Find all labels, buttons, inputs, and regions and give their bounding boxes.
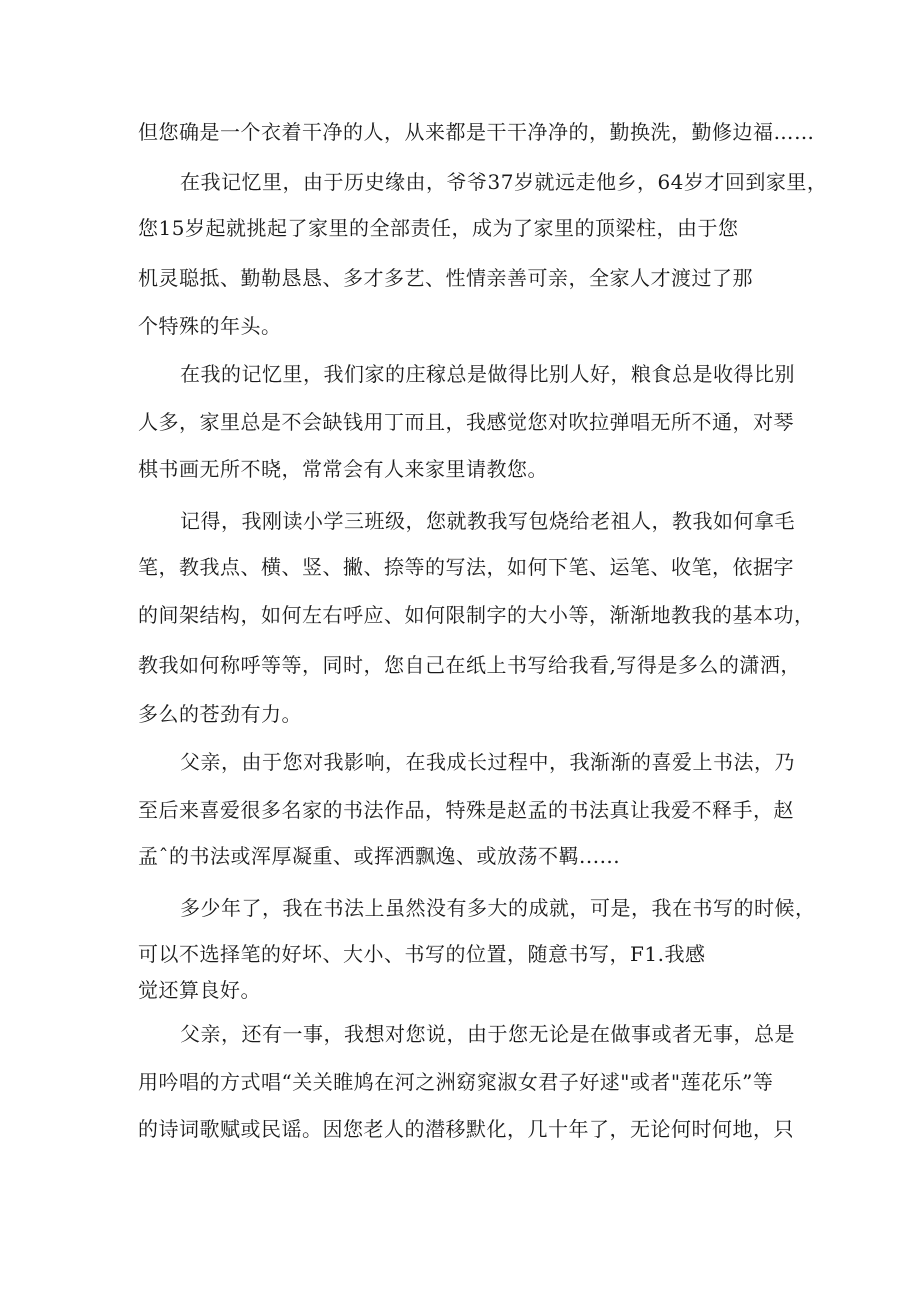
text-line: 个特殊的年头。 — [138, 314, 282, 338]
paragraph-start-line: 在我记忆里，由于历史缘由，爷爷37岁就远走他乡，64岁才回到家里， — [180, 170, 828, 194]
text-line: 至后来喜爱很多名家的书法作品，特殊是赵孟的书法真让我爱不释手，赵 — [138, 798, 794, 822]
text-line: 多么的苍劲有力。 — [138, 702, 302, 726]
text-line: 机灵聪抵、勤勒恳恳、多才多艺、性情亲善可亲，全家人才渡过了那 — [138, 266, 753, 290]
text-line: 的诗词歌赋或民谣。因您老人的潜移默化，几十年了，无论何时何地，只 — [138, 1117, 794, 1141]
paragraph-start-line: 记得，我刚读小学三班级，您就教我写包烧给老祖人，教我如何拿毛 — [180, 509, 795, 533]
text-line: 您15岁起就挑起了家里的全部责任，成为了家里的顶梁柱，由于您 — [138, 216, 739, 240]
text-line: 用吟唱的方式唱“关关睢鸠在河之洲窈窕淑女君子好逑"或者"莲花乐”等 — [138, 1070, 774, 1094]
text-line: 觉还算良好。 — [138, 978, 261, 1002]
text-line: 可以不选择笔的好坏、大小、书写的位置，随意书写，F1.我感 — [138, 942, 706, 966]
paragraph-start-line: 父亲，还有一事，我想对您说，由于您无论是在做事或者无事，总是 — [180, 1022, 795, 1046]
text-line: 人多，家里总是不会缺钱用丁而且，我感觉您对吹拉弹唱无所不通，对琴 — [138, 410, 794, 434]
text-line: 笔，教我点、横、竖、撇、捺等的写法，如何下笔、运笔、收笔，依据字 — [138, 555, 794, 579]
paragraph-start-line: 父亲，由于您对我影响，在我成长过程中，我渐渐的喜爱上书法，乃 — [180, 750, 795, 774]
paragraph-start-line: 在我的记忆里，我们家的庄稼总是做得比别人好，粮食总是收得比别 — [180, 362, 795, 386]
text-line: 但您确是一个衣着干净的人，从来都是干干净净的，勤换洗，勤修边福…… — [138, 120, 815, 144]
paragraph-start-line: 多少年了，我在书法上虽然没有多大的成就，可是，我在书写的时候， — [180, 896, 816, 920]
text-line: 教我如何称呼等等，同时，您自己在纸上书写给我看,写得是多么的潇洒， — [138, 653, 801, 677]
text-line: 的间架结构，如何左右呼应、如何限制字的大小等，渐渐地教我的基本功， — [138, 603, 815, 627]
text-line: 孟ˆ的书法或浑厚凝重、或挥洒飘逸、或放荡不羁...... — [138, 844, 621, 868]
text-line: 棋书画无所不晓，常常会有人来家里请教您。 — [138, 457, 548, 481]
